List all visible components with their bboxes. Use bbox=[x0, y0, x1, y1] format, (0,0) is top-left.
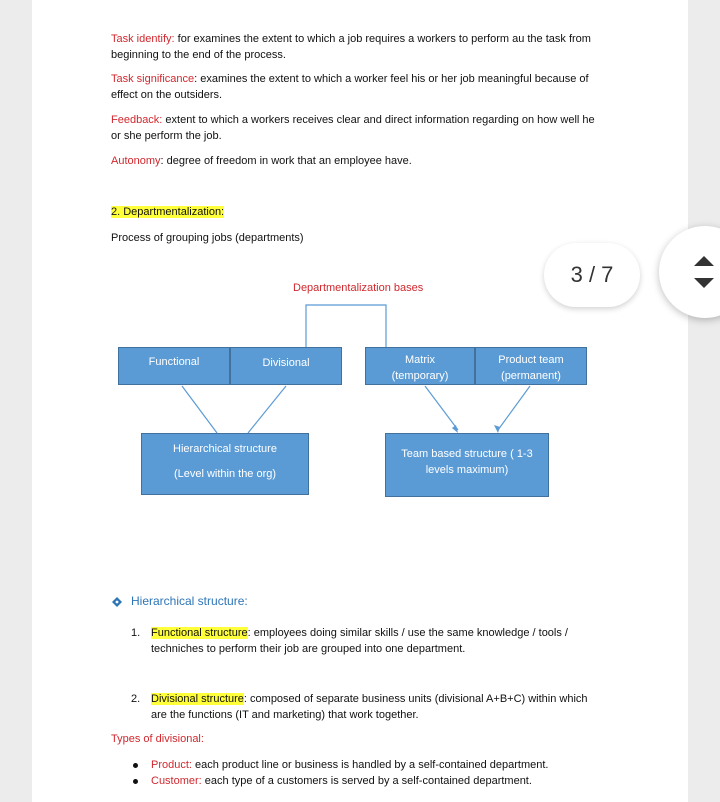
feedback-text: extent to which a workers receives clear and direct information regarding on how well he bbox=[162, 114, 595, 126]
product-text: each product line or business is handled by a self-contained department. bbox=[191, 759, 549, 771]
section-description: Process of grouping jobs (departments) bbox=[111, 232, 304, 244]
page-indicator bbox=[544, 243, 640, 307]
team-based-structure-box bbox=[385, 433, 549, 497]
diagram-title: Departmentalization bases bbox=[293, 282, 424, 294]
list-item-2-line2: are the functions (IT and marketing) that work together. bbox=[151, 709, 419, 721]
hierarchical-sublabel: (Level within the org) bbox=[173, 468, 277, 480]
functional-box bbox=[118, 347, 230, 385]
divisional-to-hierarchical-line bbox=[248, 386, 286, 433]
list-item-2-line1 bbox=[151, 691, 588, 707]
product-team-sublabel: (permanent) bbox=[501, 370, 561, 382]
hierarchical-structure-box bbox=[141, 433, 309, 495]
diamond-bullet-icon bbox=[112, 594, 122, 604]
task-significance-line2: effect on the outsiders. bbox=[111, 89, 223, 101]
team-based-sublabel: levels maximum) bbox=[425, 464, 509, 476]
section-heading-text: 2. Departmentalization: bbox=[111, 206, 225, 218]
list-item-number-2: 2. bbox=[131, 693, 141, 705]
matrix-label: Matrix bbox=[405, 354, 435, 366]
task-identify-term: Task identify: bbox=[111, 33, 175, 45]
matrix-to-team-line bbox=[425, 386, 458, 430]
divisional-structure-term: Divisional structure bbox=[151, 693, 244, 705]
customer-term: Customer: bbox=[151, 775, 202, 787]
hierarchical-heading: Hierarchical structure: bbox=[131, 594, 248, 608]
bullet-dot-icon bbox=[133, 779, 138, 784]
page-indicator-text: 3 / 7 bbox=[570, 262, 614, 287]
list-item-1-text: : employees doing similar skills / use the same knowledge / tools / bbox=[247, 627, 568, 639]
autonomy-term: Autonomy bbox=[111, 155, 161, 167]
document-page bbox=[32, 0, 688, 802]
functional-to-hierarchical-line bbox=[182, 386, 217, 433]
autonomy-text: : degree of freedom in work that an employee have. bbox=[160, 155, 412, 167]
customer-text: each type of a customers is served by a self-contained department. bbox=[201, 775, 532, 787]
hierarchical-label: Hierarchical structure bbox=[173, 443, 277, 455]
arrowhead-product-team bbox=[494, 425, 500, 433]
team-based-label: Team based structure ( 1-3 bbox=[401, 448, 533, 460]
list-item-1-line1 bbox=[151, 625, 568, 641]
feedback-line2: or she perform the job. bbox=[111, 130, 222, 142]
matrix-sublabel: (temporary) bbox=[391, 370, 449, 382]
bullet-product bbox=[151, 757, 548, 773]
bullet-dot-icon bbox=[133, 763, 138, 768]
product-team-to-team-line bbox=[498, 386, 530, 430]
list-item-2-text: : composed of separate business units (divisional A+B+C) within which bbox=[243, 693, 588, 705]
bases-bracket-connector bbox=[306, 305, 386, 348]
task-identify-line2: beginning to the end of the process. bbox=[111, 49, 286, 61]
matrix-box bbox=[365, 347, 475, 385]
task-significance-term: Task significance bbox=[111, 73, 195, 85]
functional-structure-term: Functional structure bbox=[151, 627, 248, 639]
product-team-label: Product team bbox=[498, 354, 564, 366]
task-identify-text: for examines the extent to which a job requires a workers to perform au the task from bbox=[174, 33, 591, 45]
divisional-label: Divisional bbox=[262, 357, 310, 369]
task-significance-text: : examines the extent to which a worker feel his or her job meaningful because of bbox=[194, 73, 589, 85]
product-term: Product: bbox=[151, 759, 192, 771]
types-of-divisional-heading: Types of divisional: bbox=[111, 733, 204, 745]
bullet-customer bbox=[151, 773, 532, 789]
scroll-down-icon[interactable] bbox=[694, 278, 714, 288]
list-item-1-line2: techniches to perform their job are grouped into one department. bbox=[151, 643, 466, 655]
scroll-up-icon[interactable] bbox=[694, 256, 714, 266]
divisional-box bbox=[230, 347, 342, 385]
list-item-number-1: 1. bbox=[131, 627, 141, 639]
product-team-box bbox=[475, 347, 587, 385]
feedback-term: Feedback: bbox=[111, 114, 163, 126]
functional-label: Functional bbox=[148, 356, 200, 368]
